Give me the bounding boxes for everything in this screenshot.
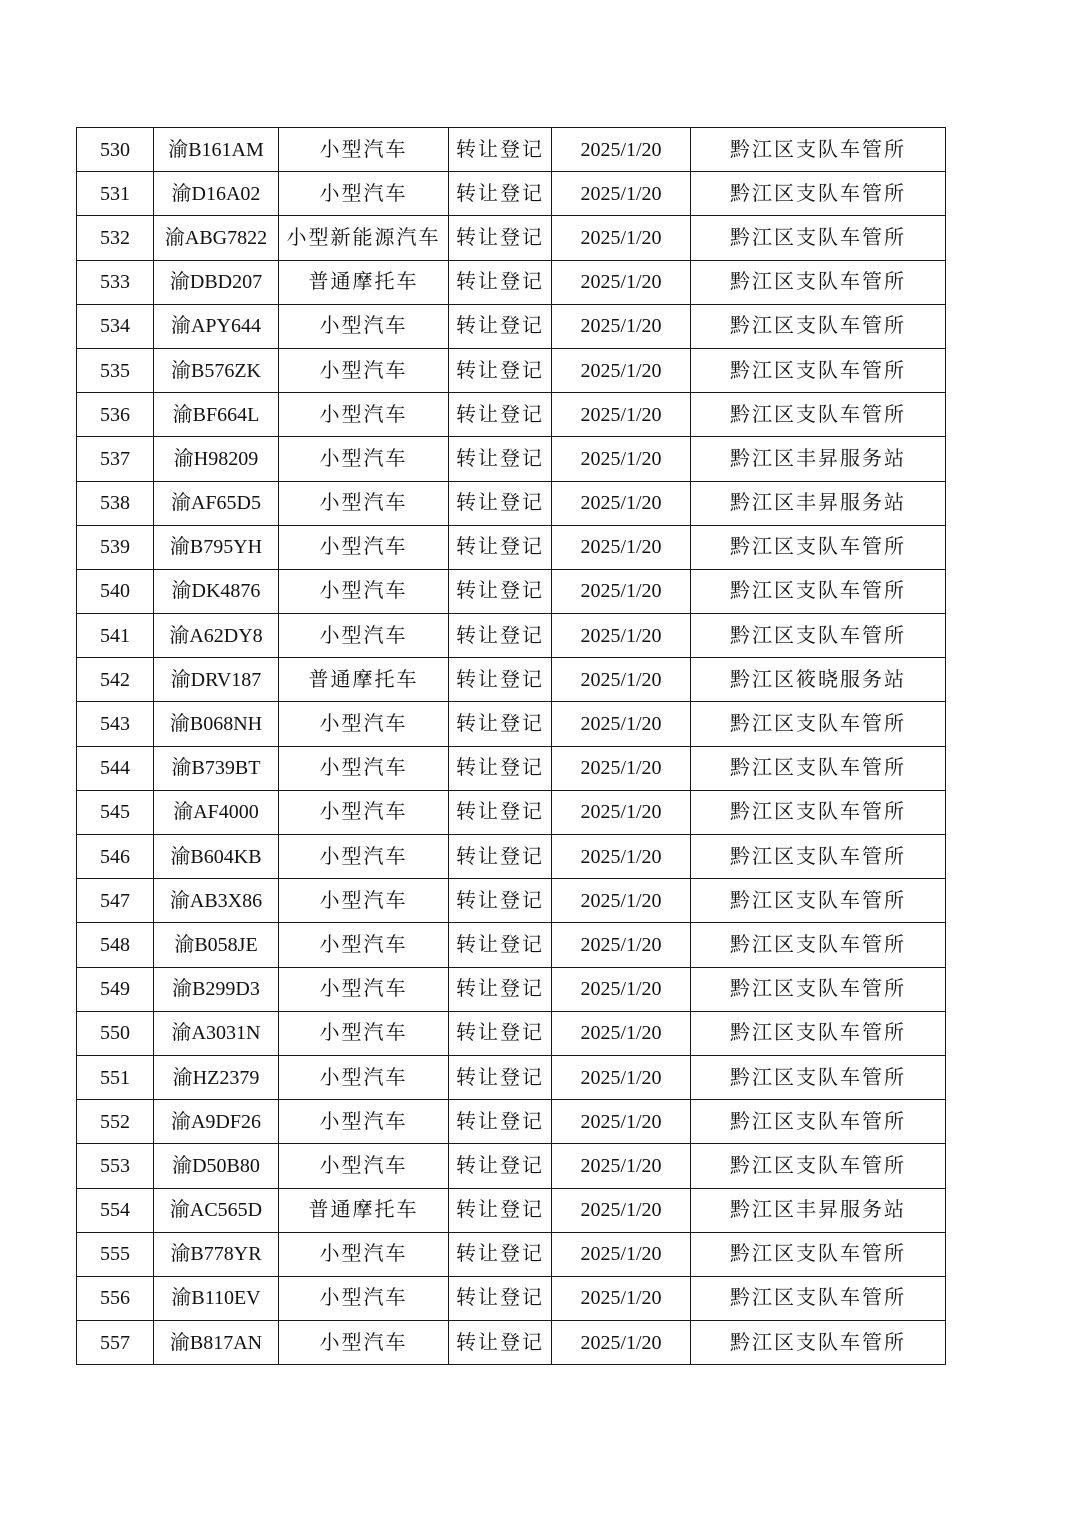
table-row [77,1321,946,1365]
business-type-cell: 转让登记 [449,967,552,1011]
vehicle-type-cell: 小型汽车 [279,1100,449,1144]
business-type-cell: 转让登记 [449,1144,552,1188]
row-number-cell: 536 [77,393,154,437]
table-row [77,790,946,834]
business-type-cell: 转让登记 [449,348,552,392]
table-row [77,1011,946,1055]
office-cell: 黔江区支队车管所 [691,967,946,1011]
vehicle-type-cell: 小型汽车 [279,172,449,216]
office-cell: 黔江区支队车管所 [691,1055,946,1099]
date-cell: 2025/1/20 [552,702,691,746]
business-type-cell: 转让登记 [449,437,552,481]
table-row [77,658,946,702]
table-row [77,879,946,923]
plate-number-cell: 渝DK4876 [154,569,279,613]
business-type-cell: 转让登记 [449,923,552,967]
vehicle-type-cell: 小型汽车 [279,569,449,613]
row-number-cell: 549 [77,967,154,1011]
business-type-cell: 转让登记 [449,128,552,172]
row-number-cell: 544 [77,746,154,790]
row-number-cell: 530 [77,128,154,172]
plate-number-cell: 渝APY644 [154,304,279,348]
table-row [77,437,946,481]
date-cell: 2025/1/20 [552,835,691,879]
business-type-cell: 转让登记 [449,525,552,569]
vehicle-type-cell: 普通摩托车 [279,658,449,702]
row-number-cell: 539 [77,525,154,569]
vehicle-type-cell: 小型汽车 [279,1144,449,1188]
table-row [77,1276,946,1320]
business-type-cell: 转让登记 [449,879,552,923]
vehicle-type-cell: 小型汽车 [279,1011,449,1055]
table-row [77,746,946,790]
office-cell: 黔江区丰昇服务站 [691,1188,946,1232]
row-number-cell: 534 [77,304,154,348]
business-type-cell: 转让登记 [449,702,552,746]
office-cell: 黔江区支队车管所 [691,1011,946,1055]
vehicle-type-cell: 小型汽车 [279,923,449,967]
plate-number-cell: 渝B778YR [154,1232,279,1276]
row-number-cell: 551 [77,1055,154,1099]
business-type-cell: 转让登记 [449,1232,552,1276]
table-row [77,569,946,613]
business-type-cell: 转让登记 [449,1055,552,1099]
plate-number-cell: 渝B795YH [154,525,279,569]
date-cell: 2025/1/20 [552,172,691,216]
vehicle-type-cell: 小型汽车 [279,304,449,348]
table-row [77,614,946,658]
vehicle-type-cell: 小型汽车 [279,1276,449,1320]
date-cell: 2025/1/20 [552,1055,691,1099]
business-type-cell: 转让登记 [449,1321,552,1365]
plate-number-cell: 渝B817AN [154,1321,279,1365]
row-number-cell: 545 [77,790,154,834]
vehicle-type-cell: 小型汽车 [279,746,449,790]
office-cell: 黔江区支队车管所 [691,1100,946,1144]
plate-number-cell: 渝AF65D5 [154,481,279,525]
row-number-cell: 531 [77,172,154,216]
date-cell: 2025/1/20 [552,1276,691,1320]
vehicle-type-cell: 小型汽车 [279,481,449,525]
business-type-cell: 转让登记 [449,172,552,216]
date-cell: 2025/1/20 [552,790,691,834]
date-cell: 2025/1/20 [552,1188,691,1232]
table-row [77,393,946,437]
office-cell: 黔江区支队车管所 [691,172,946,216]
office-cell: 黔江区支队车管所 [691,1232,946,1276]
business-type-cell: 转让登记 [449,481,552,525]
business-type-cell: 转让登记 [449,658,552,702]
business-type-cell: 转让登记 [449,790,552,834]
vehicle-type-cell: 小型新能源汽车 [279,216,449,260]
row-number-cell: 552 [77,1100,154,1144]
table-row [77,702,946,746]
row-number-cell: 547 [77,879,154,923]
vehicle-type-cell: 小型汽车 [279,614,449,658]
date-cell: 2025/1/20 [552,481,691,525]
office-cell: 黔江区支队车管所 [691,260,946,304]
plate-number-cell: 渝B068NH [154,702,279,746]
date-cell: 2025/1/20 [552,1100,691,1144]
plate-number-cell: 渝B110EV [154,1276,279,1320]
business-type-cell: 转让登记 [449,304,552,348]
row-number-cell: 532 [77,216,154,260]
business-type-cell: 转让登记 [449,746,552,790]
plate-number-cell: 渝A62DY8 [154,614,279,658]
plate-number-cell: 渝H98209 [154,437,279,481]
plate-number-cell: 渝A3031N [154,1011,279,1055]
date-cell: 2025/1/20 [552,437,691,481]
business-type-cell: 转让登记 [449,614,552,658]
table-row [77,967,946,1011]
plate-number-cell: 渝D16A02 [154,172,279,216]
date-cell: 2025/1/20 [552,128,691,172]
business-type-cell: 转让登记 [449,569,552,613]
table-row [77,172,946,216]
date-cell: 2025/1/20 [552,304,691,348]
vehicle-type-cell: 小型汽车 [279,835,449,879]
plate-number-cell: 渝AB3X86 [154,879,279,923]
table-row [77,1188,946,1232]
office-cell: 黔江区支队车管所 [691,525,946,569]
vehicle-type-cell: 小型汽车 [279,879,449,923]
vehicle-type-cell: 小型汽车 [279,128,449,172]
date-cell: 2025/1/20 [552,746,691,790]
row-number-cell: 546 [77,835,154,879]
date-cell: 2025/1/20 [552,658,691,702]
date-cell: 2025/1/20 [552,1011,691,1055]
row-number-cell: 554 [77,1188,154,1232]
vehicle-type-cell: 小型汽车 [279,790,449,834]
plate-number-cell: 渝B058JE [154,923,279,967]
business-type-cell: 转让登记 [449,1188,552,1232]
plate-number-cell: 渝BF664L [154,393,279,437]
office-cell: 黔江区支队车管所 [691,746,946,790]
table-row [77,481,946,525]
table-row [77,216,946,260]
row-number-cell: 556 [77,1276,154,1320]
vehicle-type-cell: 小型汽车 [279,348,449,392]
row-number-cell: 540 [77,569,154,613]
date-cell: 2025/1/20 [552,923,691,967]
business-type-cell: 转让登记 [449,393,552,437]
date-cell: 2025/1/20 [552,967,691,1011]
date-cell: 2025/1/20 [552,1321,691,1365]
row-number-cell: 553 [77,1144,154,1188]
office-cell: 黔江区丰昇服务站 [691,437,946,481]
date-cell: 2025/1/20 [552,393,691,437]
date-cell: 2025/1/20 [552,614,691,658]
plate-number-cell: 渝B576ZK [154,348,279,392]
table-row [77,1232,946,1276]
vehicle-type-cell: 小型汽车 [279,525,449,569]
row-number-cell: 550 [77,1011,154,1055]
plate-number-cell: 渝B299D3 [154,967,279,1011]
office-cell: 黔江区支队车管所 [691,835,946,879]
date-cell: 2025/1/20 [552,216,691,260]
plate-number-cell: 渝DRV187 [154,658,279,702]
business-type-cell: 转让登记 [449,835,552,879]
date-cell: 2025/1/20 [552,260,691,304]
row-number-cell: 557 [77,1321,154,1365]
office-cell: 黔江区支队车管所 [691,304,946,348]
row-number-cell: 533 [77,260,154,304]
business-type-cell: 转让登记 [449,1100,552,1144]
office-cell: 黔江区支队车管所 [691,614,946,658]
vehicle-type-cell: 小型汽车 [279,1232,449,1276]
plate-number-cell: 渝D50B80 [154,1144,279,1188]
plate-number-cell: 渝B604KB [154,835,279,879]
office-cell: 黔江区支队车管所 [691,1276,946,1320]
vehicle-type-cell: 小型汽车 [279,1055,449,1099]
row-number-cell: 541 [77,614,154,658]
office-cell: 黔江区支队车管所 [691,216,946,260]
date-cell: 2025/1/20 [552,525,691,569]
row-number-cell: 555 [77,1232,154,1276]
vehicle-transfer-table [76,127,946,1365]
plate-number-cell: 渝B161AM [154,128,279,172]
office-cell: 黔江区支队车管所 [691,128,946,172]
table-row [77,1055,946,1099]
vehicle-type-cell: 小型汽车 [279,1321,449,1365]
business-type-cell: 转让登记 [449,1011,552,1055]
business-type-cell: 转让登记 [449,260,552,304]
office-cell: 黔江区支队车管所 [691,923,946,967]
table-row [77,525,946,569]
plate-number-cell: 渝AC565D [154,1188,279,1232]
office-cell: 黔江区支队车管所 [691,569,946,613]
table-row [77,260,946,304]
table-row [77,923,946,967]
table-row [77,1144,946,1188]
row-number-cell: 535 [77,348,154,392]
business-type-cell: 转让登记 [449,1276,552,1320]
plate-number-cell: 渝HZ2379 [154,1055,279,1099]
plate-number-cell: 渝ABG7822 [154,216,279,260]
date-cell: 2025/1/20 [552,1144,691,1188]
business-type-cell: 转让登记 [449,216,552,260]
table-row [77,304,946,348]
date-cell: 2025/1/20 [552,569,691,613]
plate-number-cell: 渝B739BT [154,746,279,790]
vehicle-type-cell: 小型汽车 [279,967,449,1011]
vehicle-type-cell: 小型汽车 [279,437,449,481]
date-cell: 2025/1/20 [552,879,691,923]
plate-number-cell: 渝DBD207 [154,260,279,304]
table-row [77,835,946,879]
office-cell: 黔江区丰昇服务站 [691,481,946,525]
table-row [77,128,946,172]
date-cell: 2025/1/20 [552,1232,691,1276]
plate-number-cell: 渝A9DF26 [154,1100,279,1144]
office-cell: 黔江区支队车管所 [691,790,946,834]
office-cell: 黔江区支队车管所 [691,1321,946,1365]
row-number-cell: 542 [77,658,154,702]
row-number-cell: 548 [77,923,154,967]
vehicle-type-cell: 普通摩托车 [279,1188,449,1232]
plate-number-cell: 渝AF4000 [154,790,279,834]
table-row [77,1100,946,1144]
date-cell: 2025/1/20 [552,348,691,392]
office-cell: 黔江区筱晓服务站 [691,658,946,702]
row-number-cell: 537 [77,437,154,481]
row-number-cell: 538 [77,481,154,525]
office-cell: 黔江区支队车管所 [691,879,946,923]
vehicle-type-cell: 小型汽车 [279,702,449,746]
vehicle-type-cell: 小型汽车 [279,393,449,437]
office-cell: 黔江区支队车管所 [691,702,946,746]
table-body [77,128,946,1365]
office-cell: 黔江区支队车管所 [691,1144,946,1188]
vehicle-type-cell: 普通摩托车 [279,260,449,304]
row-number-cell: 543 [77,702,154,746]
table-row [77,348,946,392]
office-cell: 黔江区支队车管所 [691,348,946,392]
office-cell: 黔江区支队车管所 [691,393,946,437]
